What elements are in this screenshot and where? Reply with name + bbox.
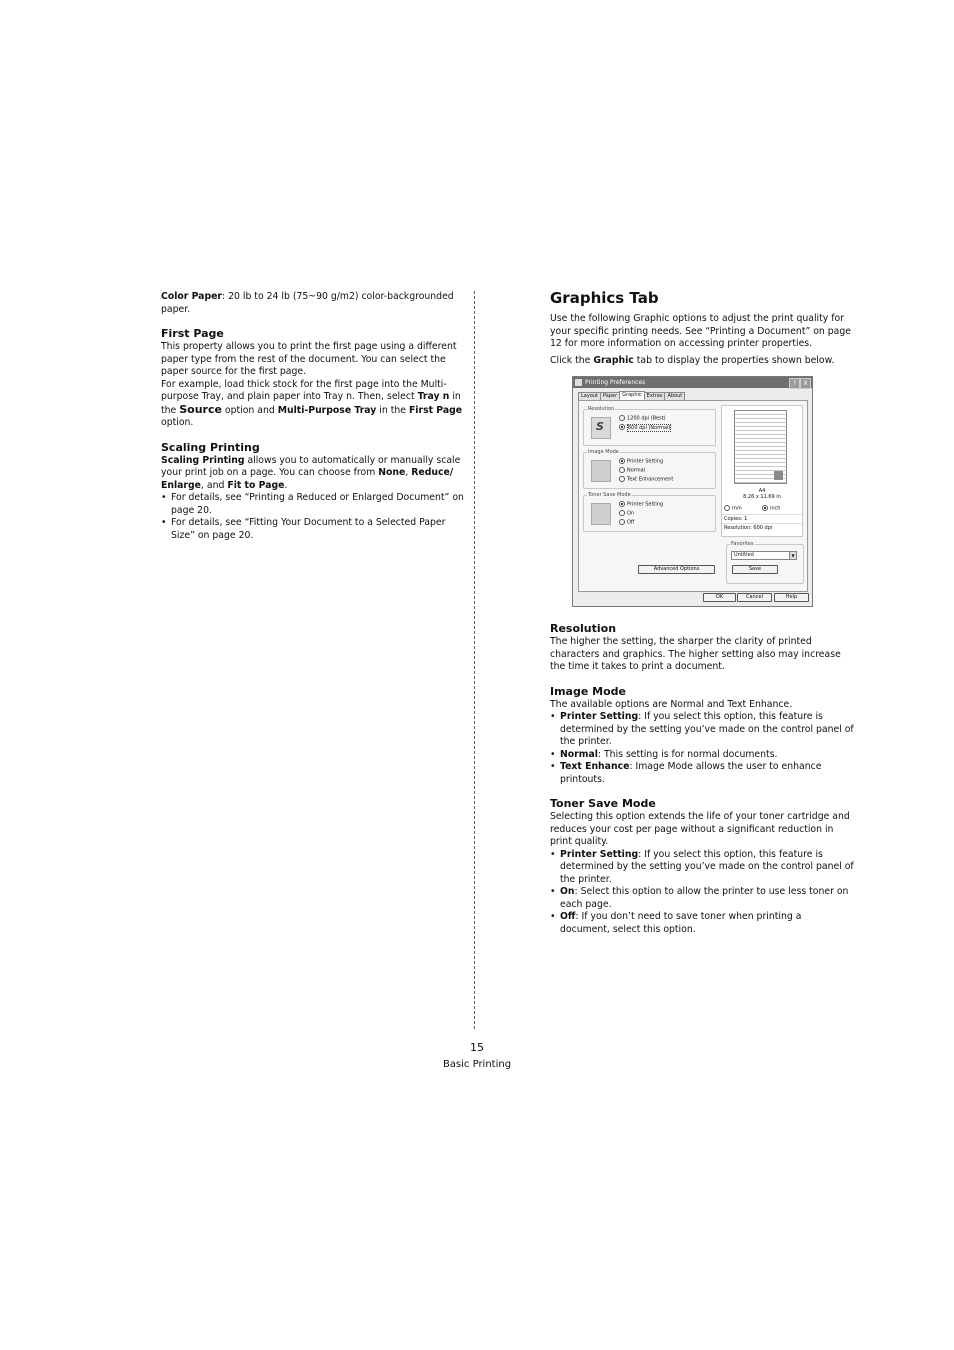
image-mode-paragraph: The available options are Normal and Text Enhance. (550, 698, 793, 710)
page-number: 15 (470, 1041, 484, 1054)
list-item: • Text Enhance: Image Mode allows the user to enhance printouts. (550, 761, 854, 786)
list-item: • Printer Setting: If you select this option, this feature is determined by the setting you’ve made on the control panel of the printer. (550, 711, 854, 749)
column-divider (474, 291, 475, 1029)
toner-save-heading: Toner Save Mode (550, 797, 656, 810)
list-item: • Off: If you don’t need to save toner when printing a document, select this option. (550, 911, 854, 936)
copies-info: Copies: 1 (722, 514, 804, 523)
image-mode-heading: Image Mode (550, 684, 626, 698)
resolution-info: Resolution: 600 dpi (722, 523, 804, 532)
favorites-select[interactable]: Untitled ▼ (731, 551, 797, 560)
cancel-button[interactable]: Cancel (737, 593, 772, 602)
section-footer: Basic Printing (442, 1059, 512, 1070)
first-page-heading: First Page (161, 327, 224, 340)
toner-save-paragraph: Selecting this option extends the life of your toner cartridge and reduces your cost per page without a significant reduction in print quality. (550, 811, 850, 847)
paper-dimensions: 8.26 x 11.69 in (743, 494, 781, 500)
scaling-printing-heading: Scaling Printing (161, 440, 260, 454)
page-preview (721, 405, 803, 537)
toner-printer-setting-radio[interactable]: Printer Setting (619, 501, 663, 508)
unit-inch-radio[interactable]: inch (762, 505, 780, 512)
chevron-down-icon: ▼ (789, 552, 796, 559)
resolution-paragraph: The higher the setting, the sharper the clarity of printed characters and graphics. The higher setting also may increase the time it takes to print a document. (550, 636, 841, 672)
list-item: • For details, see “Printing a Reduced or Enlarged Document” on page 20. (161, 492, 465, 517)
resolution-icon: S (591, 417, 611, 439)
right-column-bottom (550, 622, 854, 936)
resolution-group: Resolution S 1200 dpi (Best) 600 dpi (Normal) (583, 409, 716, 446)
tab-layout[interactable]: Layout (578, 392, 601, 401)
resolution-heading: Resolution (550, 622, 617, 635)
res-600-radio[interactable]: 600 dpi (Normal) (619, 424, 671, 431)
toner-save-group: Toner Save Mode Printer Setting On Off (583, 495, 716, 532)
tab-extras[interactable]: Extras (644, 392, 666, 401)
click-graphic-paragraph: Click the Graphic tab to display the properties shown below. (550, 354, 835, 366)
help-icon[interactable]: ? (789, 378, 800, 389)
printer-toner-icon (591, 503, 611, 525)
list-item: • On: Select this option to allow the printer to use less toner on each page. (550, 886, 854, 911)
scaling-bullet-list (161, 492, 465, 542)
advanced-options-button[interactable]: Advanced Options (638, 565, 715, 574)
image-mode-group: Image Mode Printer Setting Normal Text Enhancement (583, 452, 716, 489)
first-page-paragraph-2: For example, load thick stock for the first page into the Multi-purpose Tray, and plain paper into Tray n. Then, select Tray n in the Source option and Multi-Purpose Tray in the First Page option. (161, 378, 463, 428)
first-page-paragraph-1: This property allows you to print the first page using a different paper type from the rest of the document. You can select the paper source for the first page. (161, 341, 457, 377)
list-item: • Printer Setting: If you select this option, this feature is determined by the setting you’ve made on the control panel of the printer. (550, 849, 854, 887)
favorites-group: Favorites Untitled ▼ Save (726, 544, 804, 584)
toner-save-list (550, 849, 854, 937)
tab-paper[interactable]: Paper (600, 392, 620, 401)
toner-off-radio[interactable]: Off (619, 519, 634, 526)
close-icon[interactable]: X (800, 378, 811, 389)
left-column (161, 291, 465, 542)
printer-image-icon (591, 460, 611, 482)
image-printer-setting-radio[interactable]: Printer Setting (619, 458, 663, 465)
image-text-enhancement-radio[interactable]: Text Enhancement (619, 476, 673, 483)
unit-mm-radio[interactable]: mm (724, 505, 742, 512)
right-column-top (550, 288, 854, 367)
paper-preview (734, 410, 787, 484)
graphic-panel (578, 400, 808, 592)
res-1200-radio[interactable]: 1200 dpi (Best) (619, 415, 666, 422)
tab-about[interactable]: About (664, 392, 685, 401)
color-paper-paragraph: Color Paper: 20 lb to 24 lb (75~90 g/m2) color-backgrounded paper. (161, 291, 454, 315)
list-item: • Normal: This setting is for normal documents. (550, 749, 854, 762)
scaling-printing-paragraph: Scaling Printing allows you to automatically or manually scale your print job on a page. You can choose from None, Reduce/ Enlarge, and Fit to Page. (161, 454, 461, 491)
image-normal-radio[interactable]: Normal (619, 467, 645, 474)
help-button[interactable]: Help (774, 593, 809, 602)
image-mode-list (550, 711, 854, 786)
dialog-title-bar (573, 377, 812, 388)
list-item: • For details, see “Fitting Your Document to a Selected Paper Size” on page 20. (161, 517, 465, 542)
paper-size: A4 (758, 488, 766, 494)
tab-graphic[interactable]: Graphic (619, 391, 644, 400)
save-button[interactable]: Save (732, 565, 778, 574)
dialog-title: Printing Preferences (585, 379, 646, 386)
graphics-tab-title: Graphics Tab (550, 289, 659, 307)
ok-button[interactable]: OK (703, 593, 736, 602)
graphics-intro-paragraph: Use the following Graphic options to adjust the print quality for your specific printing needs. See “Printing a Document” on page 12 for more information on accessing printer properties. (550, 313, 851, 349)
toner-on-radio[interactable]: On (619, 510, 634, 517)
printer-icon (575, 379, 582, 386)
printing-preferences-dialog (572, 376, 813, 607)
